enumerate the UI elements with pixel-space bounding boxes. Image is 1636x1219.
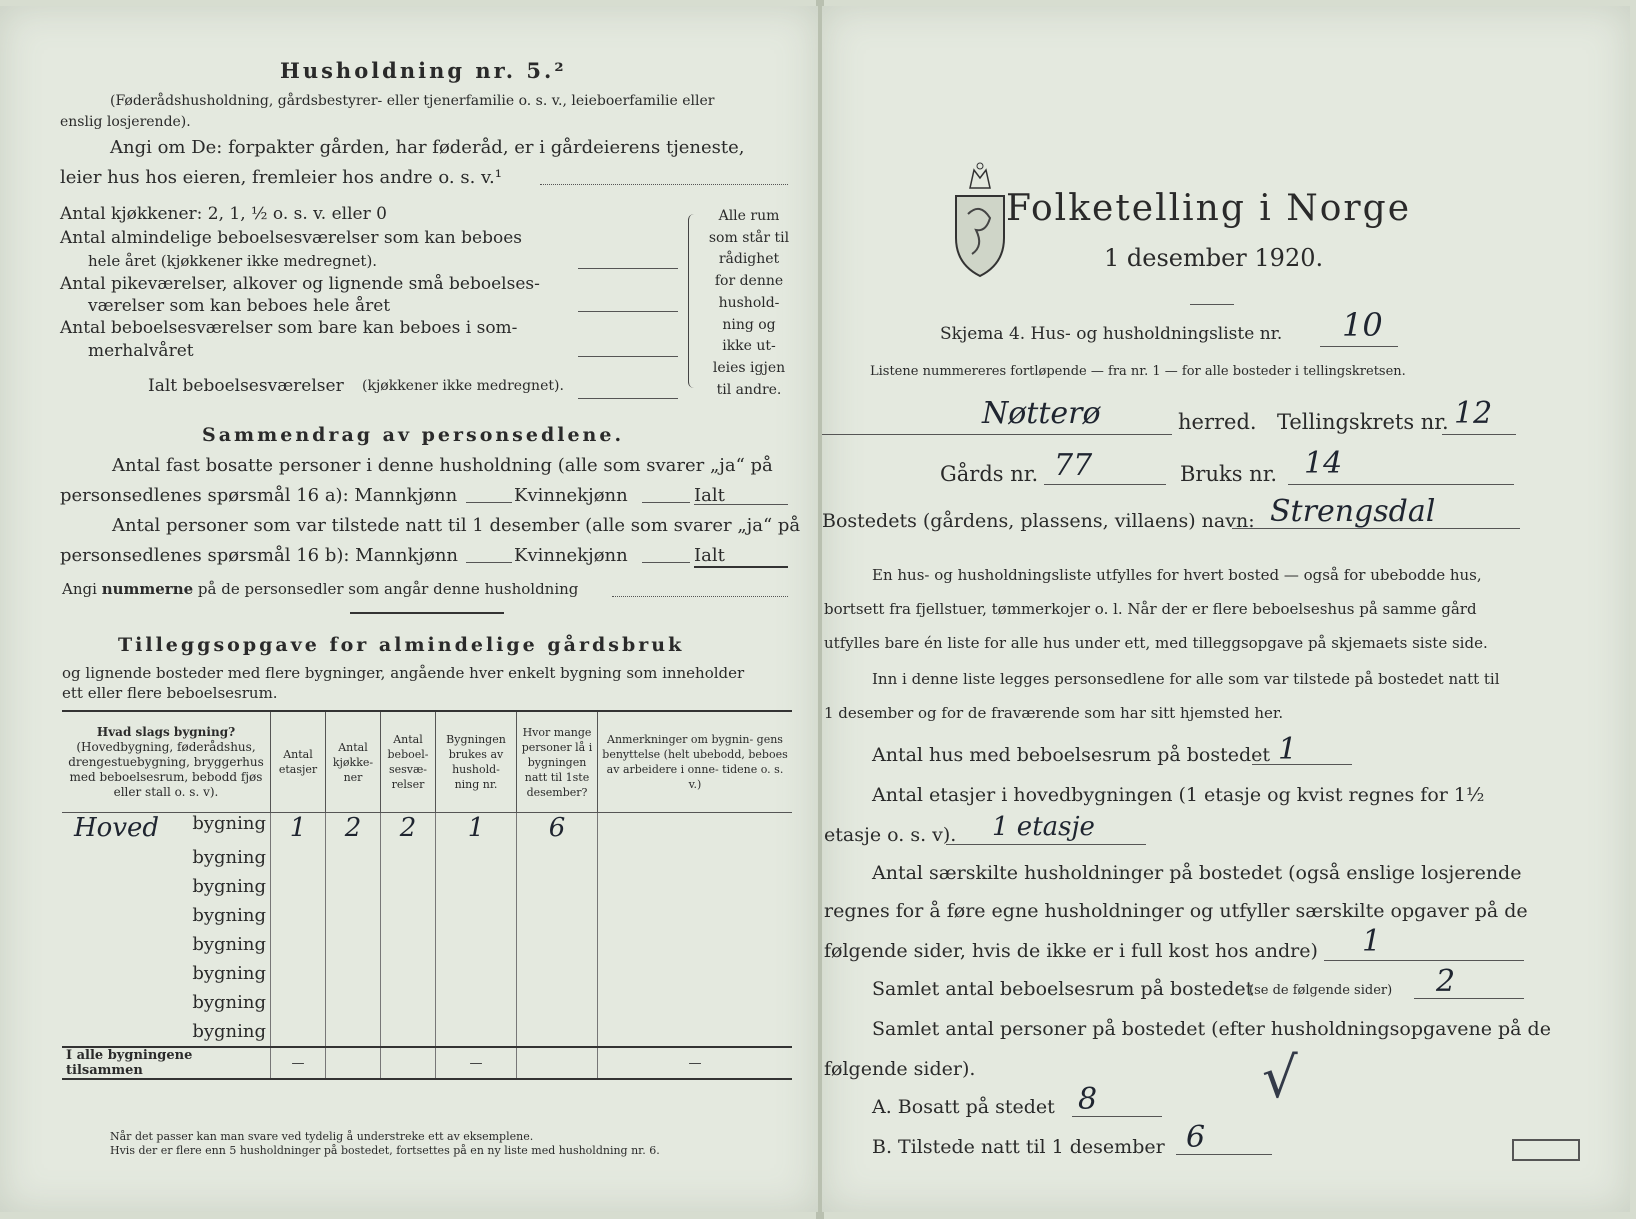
para2-line1: Inn i denne liste legges personsedlene for alle som var tilstede på bostedet natt til [872, 670, 1500, 688]
angi-answer-line [612, 596, 788, 597]
brace [688, 214, 699, 388]
sum-cell [517, 1047, 598, 1079]
herred-label: herred. [1178, 410, 1257, 434]
table-row [62, 872, 792, 901]
table-row [62, 988, 792, 1017]
summary-title: Sammendrag av personsedlene. [202, 424, 625, 446]
para1-line2: bortsett fra fjellstuer, tømmerkojer o. l. Når der er flere beboelseshus på samme gård [824, 600, 1477, 618]
building-table [62, 710, 792, 1080]
pers-line1: Samlet antal personer på bostedet (efter husholdningsopgavene på de [872, 1018, 1551, 1040]
cell-vaerelser [381, 988, 436, 1017]
summary-b-ialt: Ialt [694, 545, 725, 566]
col-header-type-title: Hvad slags bygning? [96, 724, 236, 739]
summary-b-line1: Antal personer som var tilstede natt til 1 desember (alle som svarer „ja“ på [112, 515, 801, 536]
kitchens-label: Antal kjøkkener: 2, 1, ½ o. s. v. eller 0 [60, 204, 387, 224]
cell-etasjer [271, 872, 326, 901]
side-note-line: leies igjen [712, 359, 786, 376]
rum-note: (se de følgende sider) [1249, 983, 1393, 998]
cell-personer [517, 872, 598, 901]
cell-anmerkninger [598, 1017, 793, 1047]
gards-label: Gårds nr. [940, 462, 1039, 486]
cell-etasjer [271, 988, 326, 1017]
bruks-value: 14 [1304, 446, 1343, 481]
building-type-cell [62, 1017, 271, 1047]
hus-line [1252, 764, 1352, 765]
sum-label: I alle bygningene tilsammen [62, 1047, 271, 1079]
table-row [62, 959, 792, 988]
sum-cell: — [598, 1047, 793, 1079]
total-rooms-answer-line [578, 398, 678, 399]
cell-anmerkninger [598, 813, 793, 844]
sum-cell: — [271, 1047, 326, 1079]
table-row [62, 813, 792, 844]
cell-etasjer: 1 [271, 813, 326, 844]
cell-anmerkninger [598, 930, 793, 959]
question-line-1: Angi om De: forpakter gården, har føderåd, er i gårdeierens tjeneste, [110, 137, 745, 158]
bosatt-label: A. Bosatt på stedet [872, 1096, 1055, 1118]
sum-row [62, 1047, 792, 1079]
coat-of-arms-icon [950, 160, 1010, 278]
listene-note: Listene nummereres fortløpende — fra nr. 1 — for alle bosteder i tellingskretsen. [870, 364, 1406, 379]
cell-etasjer [271, 1017, 326, 1047]
summary-b-mann-line [466, 562, 512, 563]
angi-line [62, 580, 578, 598]
summary-a-line2: personsedlenes spørsmål 16 a): Mannkjønn [60, 485, 458, 506]
table-row [62, 1017, 792, 1047]
cell-vaerelser [381, 930, 436, 959]
cell-anmerkninger [598, 959, 793, 988]
col-header-husholdning: Bygningen brukes av hushold- ning nr. [436, 711, 517, 813]
para1-line1: En hus- og husholdningsliste utfylles for hvert bosted — også for ubebodde hus, [872, 566, 1482, 584]
table-row [62, 930, 792, 959]
cell-husholdning [436, 843, 517, 872]
cell-etasjer [271, 930, 326, 959]
cell-husholdning [436, 901, 517, 930]
pers-line2: følgende sider). [824, 1058, 976, 1080]
col-header-vaerelser: Antal beboel- sesvæ- relser [381, 711, 436, 813]
bygning-label: bygning [192, 963, 266, 984]
sum-cell: — [436, 1047, 517, 1079]
sum-cell [326, 1047, 381, 1079]
cell-vaerelser [381, 901, 436, 930]
tillegg-sub2: ett eller flere beboelsesrum. [62, 684, 278, 702]
rooms1-label-b: hele året (kjøkkener ikke medregnet). [88, 252, 378, 270]
cell-kjokkener: 2 [326, 813, 381, 844]
household-subtitle-2: enslig losjerende). [60, 114, 191, 130]
rum-answer-line [1414, 998, 1524, 999]
col-header-kjokkener: Antal kjøkke- ner [326, 711, 381, 813]
rooms2-answer-line [578, 311, 678, 312]
para2-line2: 1 desember og for de fraværende som har sitt hjemsted her. [824, 704, 1284, 722]
bosatt-value: 8 [1078, 1082, 1098, 1117]
col-header-type-note: (Hovedbygning, føderådshus, drengestuebygning, bryggerhus med beboelsesrum, bebodd fjøs eller stall o. s. v). [68, 739, 264, 799]
building-table-header [62, 711, 792, 813]
summary-b-line2: personsedlenes spørsmål 16 b): Mannkjønn [60, 545, 459, 566]
building-type-cell [62, 901, 271, 930]
cell-personer [517, 959, 598, 988]
side-note-line: Alle rum [718, 208, 780, 224]
rooms3-label-a: Antal beboelsesværelser som bare kan beboes i som- [60, 318, 518, 338]
tilstede-line [1176, 1154, 1272, 1155]
col-header-personer: Hvor mange personer lå i bygningen natt til 1ste desember? [517, 711, 598, 813]
form-title: Folketelling i Norge [1006, 188, 1411, 229]
krets-value: 12 [1454, 396, 1493, 431]
cell-kjokkener [326, 959, 381, 988]
question-answer-line [540, 184, 788, 185]
angi-bold: nummerne [101, 580, 194, 598]
cell-personer [517, 843, 598, 872]
herred-line [822, 434, 1172, 435]
cell-husholdning [436, 959, 517, 988]
summary-b-kvinne: Kvinnekjønn [514, 545, 628, 566]
question-line-2: leier hus hos eieren, fremleier hos andre o. s. v.¹ [60, 167, 502, 188]
side-note-line: hushold- [718, 294, 780, 311]
cell-husholdning [436, 930, 517, 959]
total-rooms-note: (kjøkkener ikke medregnet). [362, 378, 564, 394]
tillegg-title: Tilleggsopgave for almindelige gårdsbruk [118, 634, 685, 656]
building-type-cell [62, 813, 271, 844]
bygning-label: bygning [192, 813, 266, 834]
household-title: Husholdning nr. 5.² [280, 58, 567, 83]
rum-value: 2 [1436, 964, 1456, 999]
tillegg-sub1: og lignende bosteder med flere bygninger, angående hver enkelt bygning som inneholder [62, 664, 745, 682]
rooms1-answer-line [578, 268, 678, 269]
hus-value: 1 [1278, 732, 1298, 767]
table-row [62, 901, 792, 930]
cell-husholdning [436, 872, 517, 901]
total-rooms-label: Ialt beboelsesværelser [148, 376, 344, 396]
cell-kjokkener [326, 1017, 381, 1047]
bygning-label: bygning [192, 1021, 266, 1042]
col-header-etasjer: Antal etasjer [271, 711, 326, 813]
tilstede-value: 6 [1186, 1120, 1206, 1155]
cell-etasjer [271, 959, 326, 988]
footnote-1: Når det passer kan man svare ved tydelig å understreke ett av eksemplene. [110, 1130, 534, 1143]
summary-b-ialt-line [694, 566, 788, 568]
bosted-value: Strengsdal [1270, 494, 1436, 529]
etasjer-answer-line [946, 844, 1146, 845]
tilstede-label: B. Tilstede natt til 1 desember [872, 1136, 1165, 1158]
rum-label: Samlet antal beboelsesrum på bostedet [872, 978, 1254, 1000]
cell-vaerelser [381, 872, 436, 901]
hush-value: 1 [1362, 924, 1382, 959]
cell-husholdning [436, 1017, 517, 1047]
krets-line [1442, 434, 1516, 435]
bygning-label: bygning [192, 876, 266, 897]
bygning-label: bygning [192, 992, 266, 1013]
etasjer-value: 1 etasje [992, 812, 1095, 842]
bosted-line [1232, 528, 1520, 529]
para1-line3: utfylles bare én liste for alle hus under ett, med tilleggsopgave på skjemaets siste side. [824, 634, 1488, 652]
col-header-anmerkninger: Anmerkninger om bygnin- gens benyttelse (helt ubebodd, beboes av arbeidere i onne- tidene o. s. v.) [598, 711, 793, 813]
title-divider [1190, 304, 1234, 305]
building-type-cell [62, 988, 271, 1017]
summary-a-ialt-line [694, 504, 788, 505]
angi-post: på de personsedler som angår denne husholdning [197, 580, 579, 598]
household-subtitle-1: (Føderådshusholdning, gårdsbestyrer- eller tjenerfamilie o. s. v., leieboerfamilie eller [110, 93, 715, 109]
table-row [62, 843, 792, 872]
side-note-line: som står til [708, 229, 790, 246]
cell-personer [517, 901, 598, 930]
cell-kjokkener [326, 901, 381, 930]
bruks-line [1288, 484, 1514, 485]
building-type-cell [62, 959, 271, 988]
side-note-line: for denne [714, 273, 784, 290]
summary-b-kvinne-line [642, 562, 690, 563]
side-note-line: ikke ut- [722, 338, 776, 355]
side-note-line: rådighet [718, 251, 780, 268]
bygning-label: bygning [192, 934, 266, 955]
building-type-cell [62, 930, 271, 959]
right-page [822, 6, 1630, 1212]
section-divider [350, 612, 504, 614]
cell-husholdning: 1 [436, 813, 517, 844]
cell-personer: 6 [517, 813, 598, 844]
skjema-number-line [1320, 346, 1398, 347]
cell-anmerkninger [598, 988, 793, 1017]
angi-pre: Angi [62, 580, 97, 598]
building-type-cell [62, 872, 271, 901]
col-header-type [62, 711, 271, 813]
bygning-label: bygning [192, 847, 266, 868]
side-note [704, 206, 794, 401]
cell-anmerkninger [598, 843, 793, 872]
rooms2-label-b: værelser som kan beboes hele året [88, 296, 391, 316]
hush-answer-line [1324, 960, 1524, 961]
cell-personer [517, 988, 598, 1017]
left-page [0, 6, 818, 1212]
gards-value: 77 [1054, 448, 1093, 483]
rooms1-label-a: Antal almindelige beboelsesværelser som kan beboes [60, 228, 522, 248]
cell-kjokkener [326, 843, 381, 872]
bruks-label: Bruks nr. [1180, 462, 1278, 486]
cell-husholdning [436, 988, 517, 1017]
printer-stamp [1512, 1139, 1580, 1161]
cell-personer [517, 1017, 598, 1047]
form-date: 1 desember 1920. [1104, 244, 1324, 272]
bosted-label: Bostedets (gårdens, plassens, villaens) navn: [822, 510, 1255, 532]
cell-personer [517, 930, 598, 959]
summary-a-kvinne-line [642, 502, 690, 503]
cell-vaerelser [381, 1017, 436, 1047]
rooms2-label-a: Antal pikeværelser, alkover og lignende små beboelses- [60, 274, 540, 294]
rooms3-label-b: merhalvåret [88, 341, 194, 361]
cell-anmerkninger [598, 901, 793, 930]
cell-vaerelser: 2 [381, 813, 436, 844]
gards-line [1044, 484, 1166, 485]
side-note-line: til andre. [716, 381, 782, 398]
sum-cell [381, 1047, 436, 1079]
cell-vaerelser [381, 959, 436, 988]
herred-value: Nøtterø [982, 396, 1101, 431]
skjema-label: Skjema 4. Hus- og husholdningsliste nr. [940, 324, 1283, 344]
cell-anmerkninger [598, 872, 793, 901]
bosatt-line [1072, 1116, 1162, 1117]
hush-line3: følgende sider, hvis de ikke er i full kost hos andre) [824, 940, 1318, 962]
skjema-number: 10 [1342, 306, 1383, 344]
summary-a-ialt: Ialt [694, 485, 725, 506]
krets-label: Tellingskrets nr. [1277, 410, 1449, 434]
hus-label: Antal hus med beboelsesrum på bostedet [872, 744, 1271, 766]
footnote-2: Hvis der er flere enn 5 husholdninger på bostedet, fortsettes på en ny liste med husholdning nr. 6. [110, 1144, 660, 1157]
hush-line1: Antal særskilte husholdninger på bostedet (også enslige losjerende [872, 862, 1522, 884]
cell-kjokkener [326, 988, 381, 1017]
building-name: Hoved [74, 813, 160, 843]
etasjer-line1: Antal etasjer i hovedbygningen (1 etasje og kvist regnes for 1½ [872, 784, 1485, 806]
building-type-cell [62, 843, 271, 872]
side-note-line: ning og [722, 316, 776, 333]
cell-etasjer [271, 901, 326, 930]
etasjer-line2: etasje o. s. v). [824, 824, 957, 846]
bygning-label: bygning [192, 905, 266, 926]
cell-etasjer [271, 843, 326, 872]
rooms3-answer-line [578, 356, 678, 357]
summary-a-mann-line [466, 502, 512, 503]
summary-a-kvinne: Kvinnekjønn [514, 485, 628, 506]
summary-a-line1: Antal fast bosatte personer i denne husholdning (alle som svarer „ja“ på [112, 455, 773, 476]
check-mark: √ [1262, 1046, 1298, 1111]
hush-line2: regnes for å føre egne husholdninger og utfyller særskilte opgaver på de [824, 900, 1528, 922]
cell-vaerelser [381, 843, 436, 872]
cell-kjokkener [326, 930, 381, 959]
cell-kjokkener [326, 872, 381, 901]
